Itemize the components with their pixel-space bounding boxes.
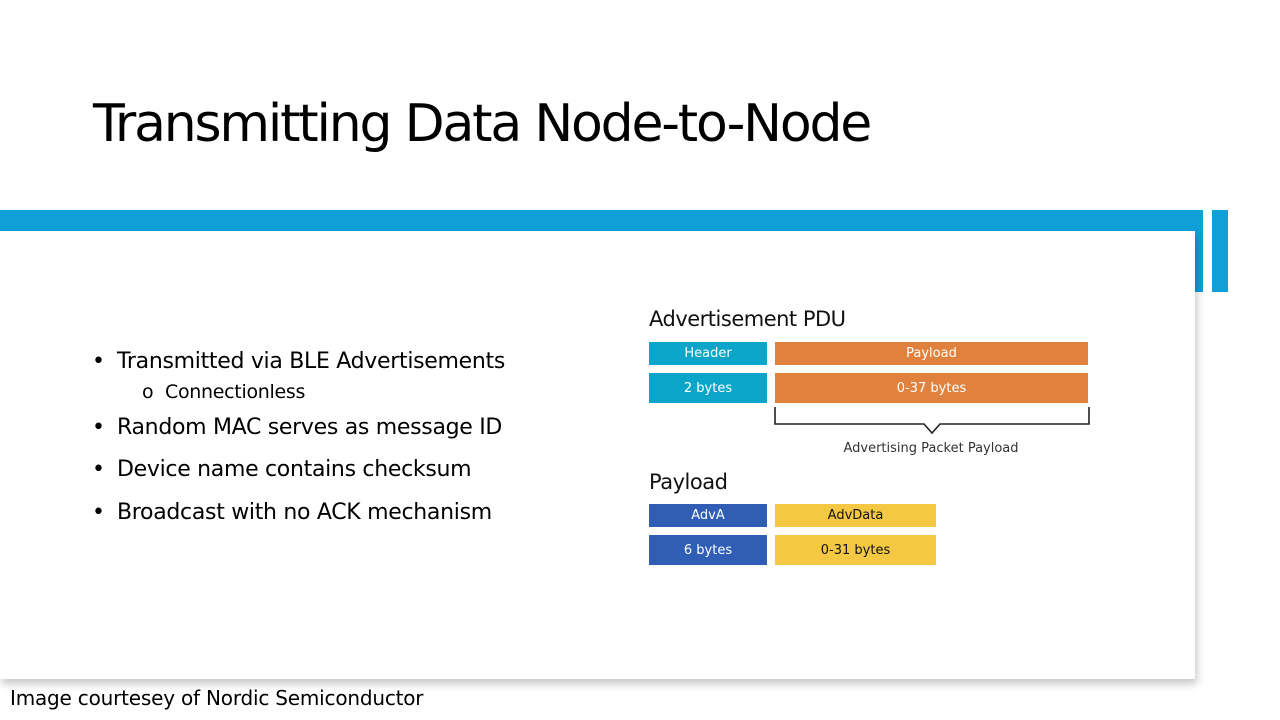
ble-packet-diagram: [640, 300, 1110, 580]
header-field-name: Header: [649, 342, 767, 365]
advdata-field-size: 0-31 bytes: [775, 535, 936, 565]
bullet-item: [92, 347, 505, 405]
bullet-text: Device name contains checksum: [117, 457, 472, 482]
advertising-packet-payload-label: Advertising Packet Payload: [843, 441, 1019, 456]
adva-field-name: AdvA: [649, 504, 767, 527]
bullet-item: [92, 498, 505, 528]
image-credit: Image courtesey of Nordic Semiconductor: [10, 686, 424, 710]
payload-field-name: Payload: [775, 342, 1088, 365]
bullet-text: Random MAC serves as message ID: [117, 415, 503, 440]
accent-bar-horizontal: [0, 210, 1203, 231]
advertisement-pdu-heading: Advertisement PDU: [649, 307, 846, 331]
accent-bar-vertical-inner: [1195, 210, 1203, 292]
sub-bullet-list: [117, 379, 505, 405]
header-field-size: 2 bytes: [649, 373, 767, 403]
sub-bullet-item: o Connectionless: [142, 379, 505, 405]
slide-title: Transmitting Data Node-to-Node: [93, 94, 871, 154]
advdata-field-name: AdvData: [775, 504, 936, 527]
adva-field-size: 6 bytes: [649, 535, 767, 565]
bullet-text: Broadcast with no ACK mechanism: [117, 500, 492, 525]
payload-brace: [774, 405, 1090, 435]
payload-heading: Payload: [649, 470, 728, 494]
bullet-list: [92, 347, 505, 528]
bullet-text: Transmitted via BLE Advertisements: [117, 349, 506, 374]
bullet-item: [92, 413, 505, 443]
bullet-item: [92, 455, 505, 485]
accent-bar-vertical-outer: [1212, 210, 1228, 292]
payload-field-size: 0-37 bytes: [775, 373, 1088, 403]
